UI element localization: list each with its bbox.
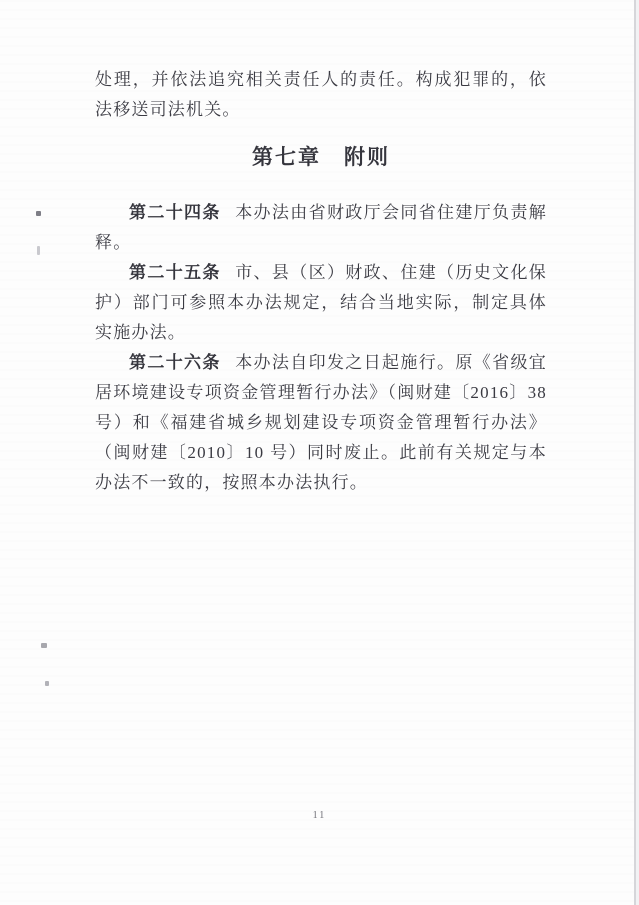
page-number: 11	[312, 810, 327, 821]
article-24-number: 第二十四条	[129, 203, 221, 222]
article-26-number: 第二十六条	[129, 353, 221, 372]
article-24	[95, 198, 547, 258]
scan-speck	[37, 246, 40, 255]
continuation-paragraph: 处理，并依法追究相关责任人的责任。构成犯罪的，依法移送司法机关。	[95, 70, 547, 119]
article-25-number: 第二十五条	[129, 263, 221, 282]
article-25-text: 市、县（区）财政、住建（历史文化保护）部门可参照本办法规定，结合当地实际，制定具体实施办法。	[95, 263, 548, 342]
article-25	[95, 258, 547, 348]
article-26	[95, 348, 547, 498]
article-24-text: 本办法由省财政厅会同省住建厅负责解释。	[95, 203, 548, 252]
scan-speck	[36, 211, 41, 216]
scan-speck	[45, 681, 49, 686]
chapter-heading: 第七章 附则	[252, 145, 390, 169]
scan-speck	[41, 643, 47, 648]
document-body	[95, 65, 547, 498]
article-26-text: 本办法自印发之日起施行。原《省级宜居环境建设专项资金管理暂行办法》（闽财建〔2016〕38 号）和《福建省城乡规划建设专项资金管理暂行办法》（闽财建〔2010〕10 号）同时废止。此前有关规定与本办法不一致的，按照本办法执行。	[95, 353, 548, 492]
scan-edge-line	[634, 0, 636, 905]
